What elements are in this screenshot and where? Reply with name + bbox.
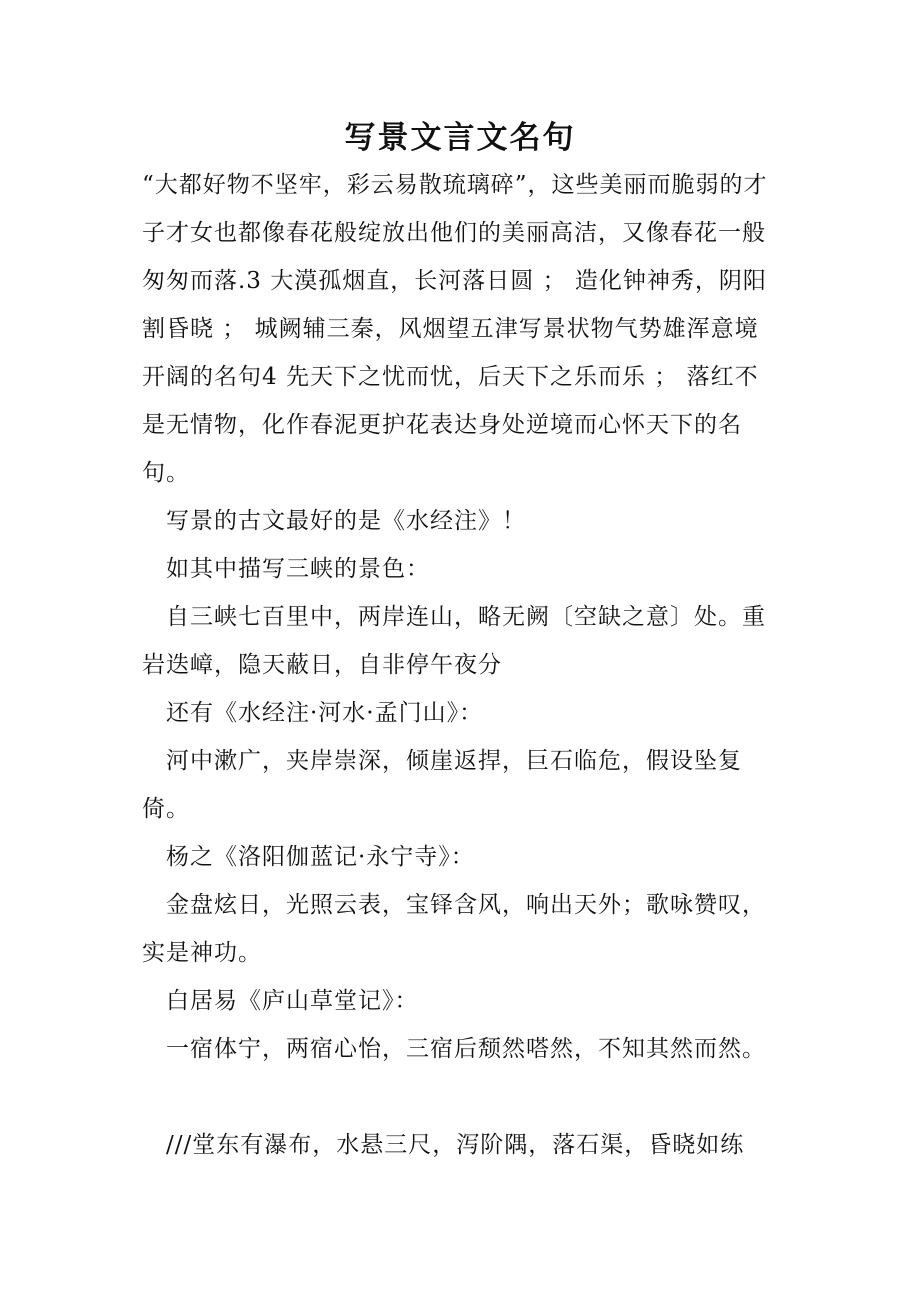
paragraph-waterfall: ///堂东有瀑布，水悬三尺，泻阶隅，落石渠，昏晓如练 bbox=[166, 1132, 745, 1158]
blank-line bbox=[142, 1073, 778, 1121]
document-title: 写景文言文名句 bbox=[344, 120, 576, 156]
paragraph-yongningsi-quote: 金盘炫日，光照云表，宝铎含风，响出天外；歌咏赞叹，实是神功。 bbox=[142, 892, 766, 966]
paragraph-caotangji-intro: 白居易《庐山草堂记》： bbox=[166, 988, 419, 1014]
paragraph-shuijingzhu: 写景的古文最好的是《水经注》！ bbox=[166, 508, 526, 534]
paragraph-mengmenshan-intro: 还有《水经注·河水·孟门山》： bbox=[166, 700, 484, 726]
paragraph-yongningsi-intro: 杨之《洛阳伽蓝记·永宁寺》： bbox=[166, 844, 475, 870]
paragraph-mengmenshan-quote: 河中漱广，夹岸崇深，倾崖返捍，巨石临危，假设坠复倚。 bbox=[142, 748, 742, 822]
document-body bbox=[142, 161, 778, 1169]
paragraph-intro: “大都好物不坚牢，彩云易散琉璃碎”，这些美丽而脆弱的才子才女也都像春花般绽放出他们的美丽高洁，又像春花一般匆匆而落.3 大漠孤烟直，长河落日圆 ； 造化钟神秀，阴阳割昏晓 ； 城阙辅三秦，风烟望五津写景状物气势雄浑意境开阔的名句4 先天下之忧而忧，后天下之乐而乐 ； 落红不是无情物，化作春泥更护花表达身处逆境而心怀天下的名句。 bbox=[142, 172, 768, 486]
paragraph-sanxia-quote: 自三峡七百里中，两岸连山，略无阙〔空缺之意〕处。重岩迭嶂，隐天蔽日，自非停午夜分 bbox=[142, 604, 766, 678]
paragraph-caotangji-quote: 一宿体宁，两宿心怡，三宿后颓然嗒然，不知其然而然。 bbox=[166, 1036, 766, 1062]
paragraph-sanxia-intro: 如其中描写三峡的景色： bbox=[166, 556, 430, 582]
